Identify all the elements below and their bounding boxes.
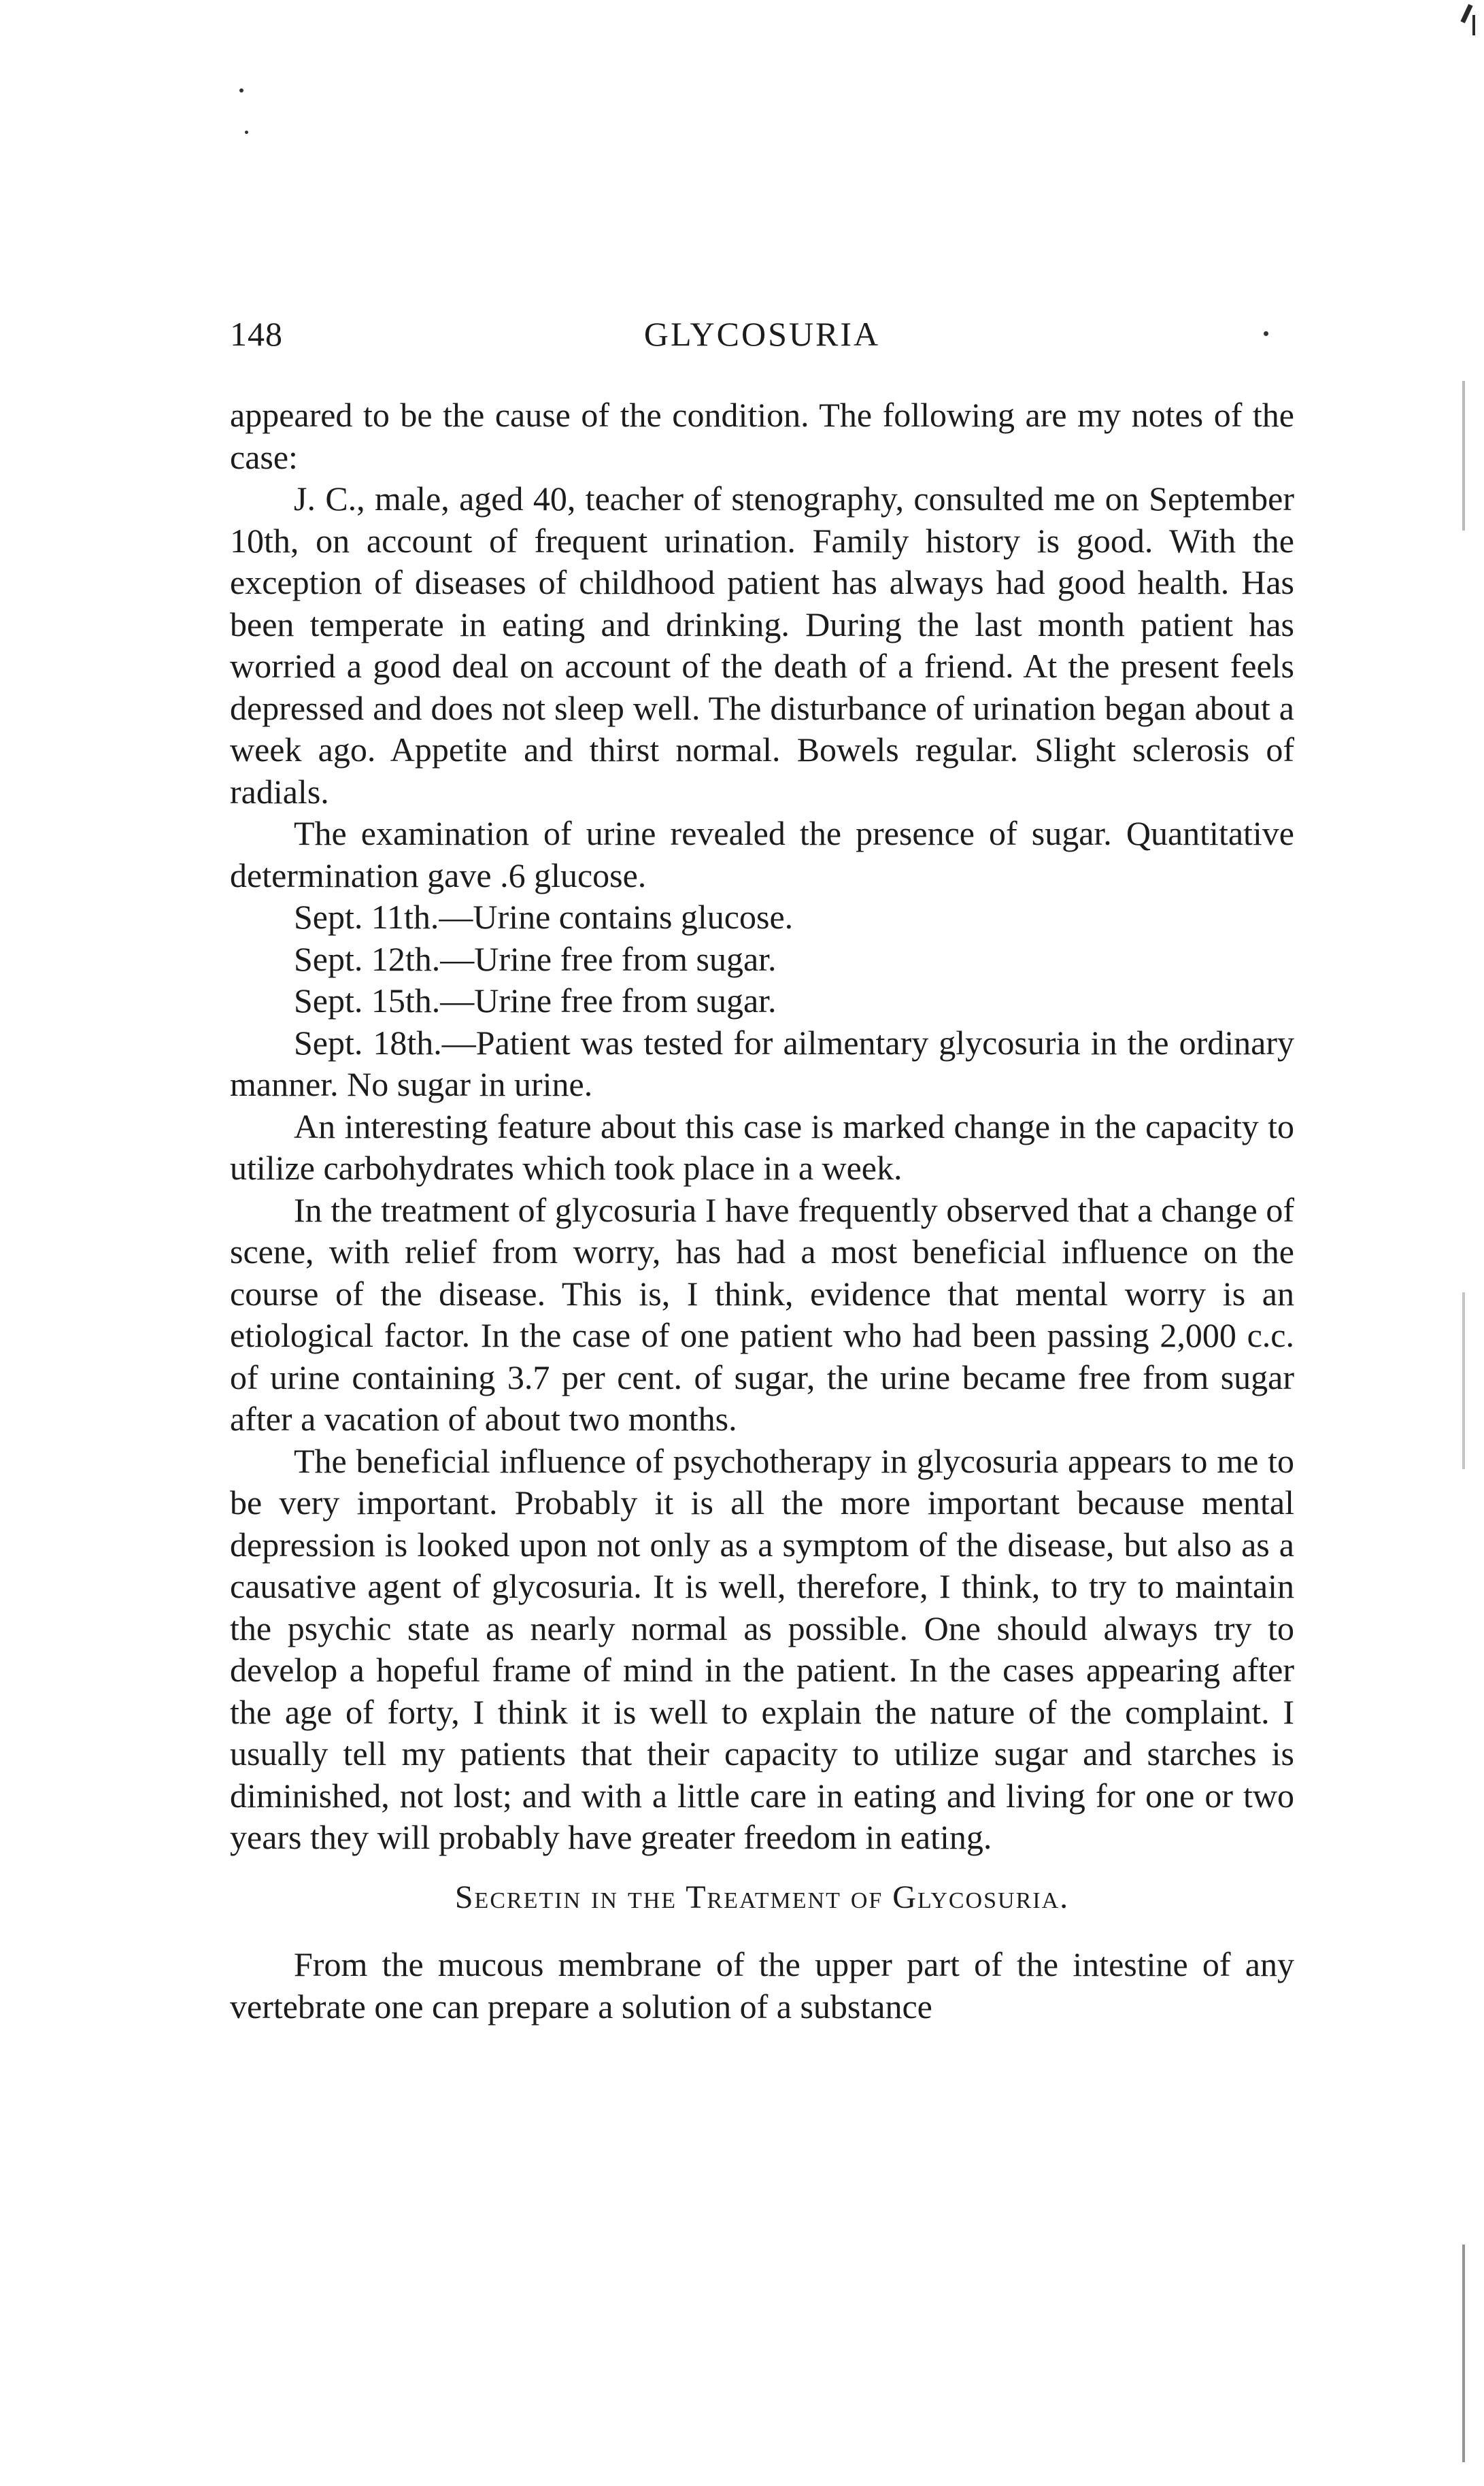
running-title: GLYCOSURIA xyxy=(643,315,881,353)
page-edge-mark xyxy=(1462,2245,1465,2462)
section-heading: Secretin in the Treatment of Glycosuria. xyxy=(454,1879,1070,1915)
page-edge-mark xyxy=(1462,381,1465,531)
running-head xyxy=(230,314,1294,362)
paragraph-secretin: From the mucous membrane of the upper part of the intestine of any vertebrate one can prepare a solution of a substance xyxy=(230,1945,1294,2026)
note-sept-11: Sept. 11th.—Urine contains glucose. xyxy=(294,898,794,936)
paragraph-urine-exam: The examination of urine revealed the presence of sugar. Quantitative determination gave .6 glucose. xyxy=(230,814,1294,894)
paragraph-treatment: In the treatment of glycosuria I have frequently observed that a change of scene, with relief from worry, has had a most beneficial influence on the course of the disease. This is, I think, evidence that mental worry is an etiological factor. In the case of one patient who had been passing 2,000 c.c. of urine containing 3.7 per cent. of sugar, the urine became free from sugar after a vacation of about two months. xyxy=(230,1190,1294,1438)
body-text xyxy=(230,394,1294,2028)
paragraph-psychotherapy: The beneficial influence of psychotherapy in glycosuria appears to me to be very important. Probably it is all the more important because mental depression is looked upon not only as a symptom of the disease, but also as a causative agent of glycosuria. It is well, therefore, I think, to try to maintain the psychic state as nearly normal as possible. One should always try to develop a hopeful frame of mind in the patient. In the cases appearing after the age of forty, I think it is well to explain the nature of the complaint. I usually tell my patients that their capacity to utilize sugar and starches is diminished, not lost; and with a little care in eating and living for one or two years they will probably have greater freedom in eating. xyxy=(230,1441,1294,1856)
scan-mark-corner-2 xyxy=(1472,15,1475,35)
note-sept-18: Sept. 18th.—Patient was tested for ailmentary glycosuria in the ordinary manner. No sugar in urine. xyxy=(230,1023,1294,1103)
scan-mark-corner xyxy=(1460,4,1472,23)
scan-dot xyxy=(245,131,248,134)
paragraph-case-notes: J. C., male, aged 40, teacher of stenography, consulted me on September 10th, on account of frequent urination. Family history is good. With the exception of diseases of childhood patient has always had good health. Has been temperate in eating and drinking. During the last month patient has worried a good deal on account of the death of a friend. At the present feels depressed and does not sleep well. The disturbance of urination began about a week ago. Appetite and thirst normal. Bowels regular. Slight sclerosis of radials. xyxy=(230,480,1294,811)
scan-dot xyxy=(239,88,243,93)
paragraph-interesting-feature: An interesting feature about this case is marked change in the capacity to utilize carbohydrates which took place in a week. xyxy=(230,1107,1294,1187)
page-number: 148 xyxy=(230,315,283,353)
note-sept-15: Sept. 15th.—Urine free from sugar. xyxy=(294,981,777,1020)
page-edge-mark xyxy=(1462,1292,1465,1469)
note-sept-12: Sept. 12th.—Urine free from sugar. xyxy=(294,939,777,978)
paragraph-continuation: appeared to be the cause of the condition. The following are my notes of the case: xyxy=(230,396,1294,476)
